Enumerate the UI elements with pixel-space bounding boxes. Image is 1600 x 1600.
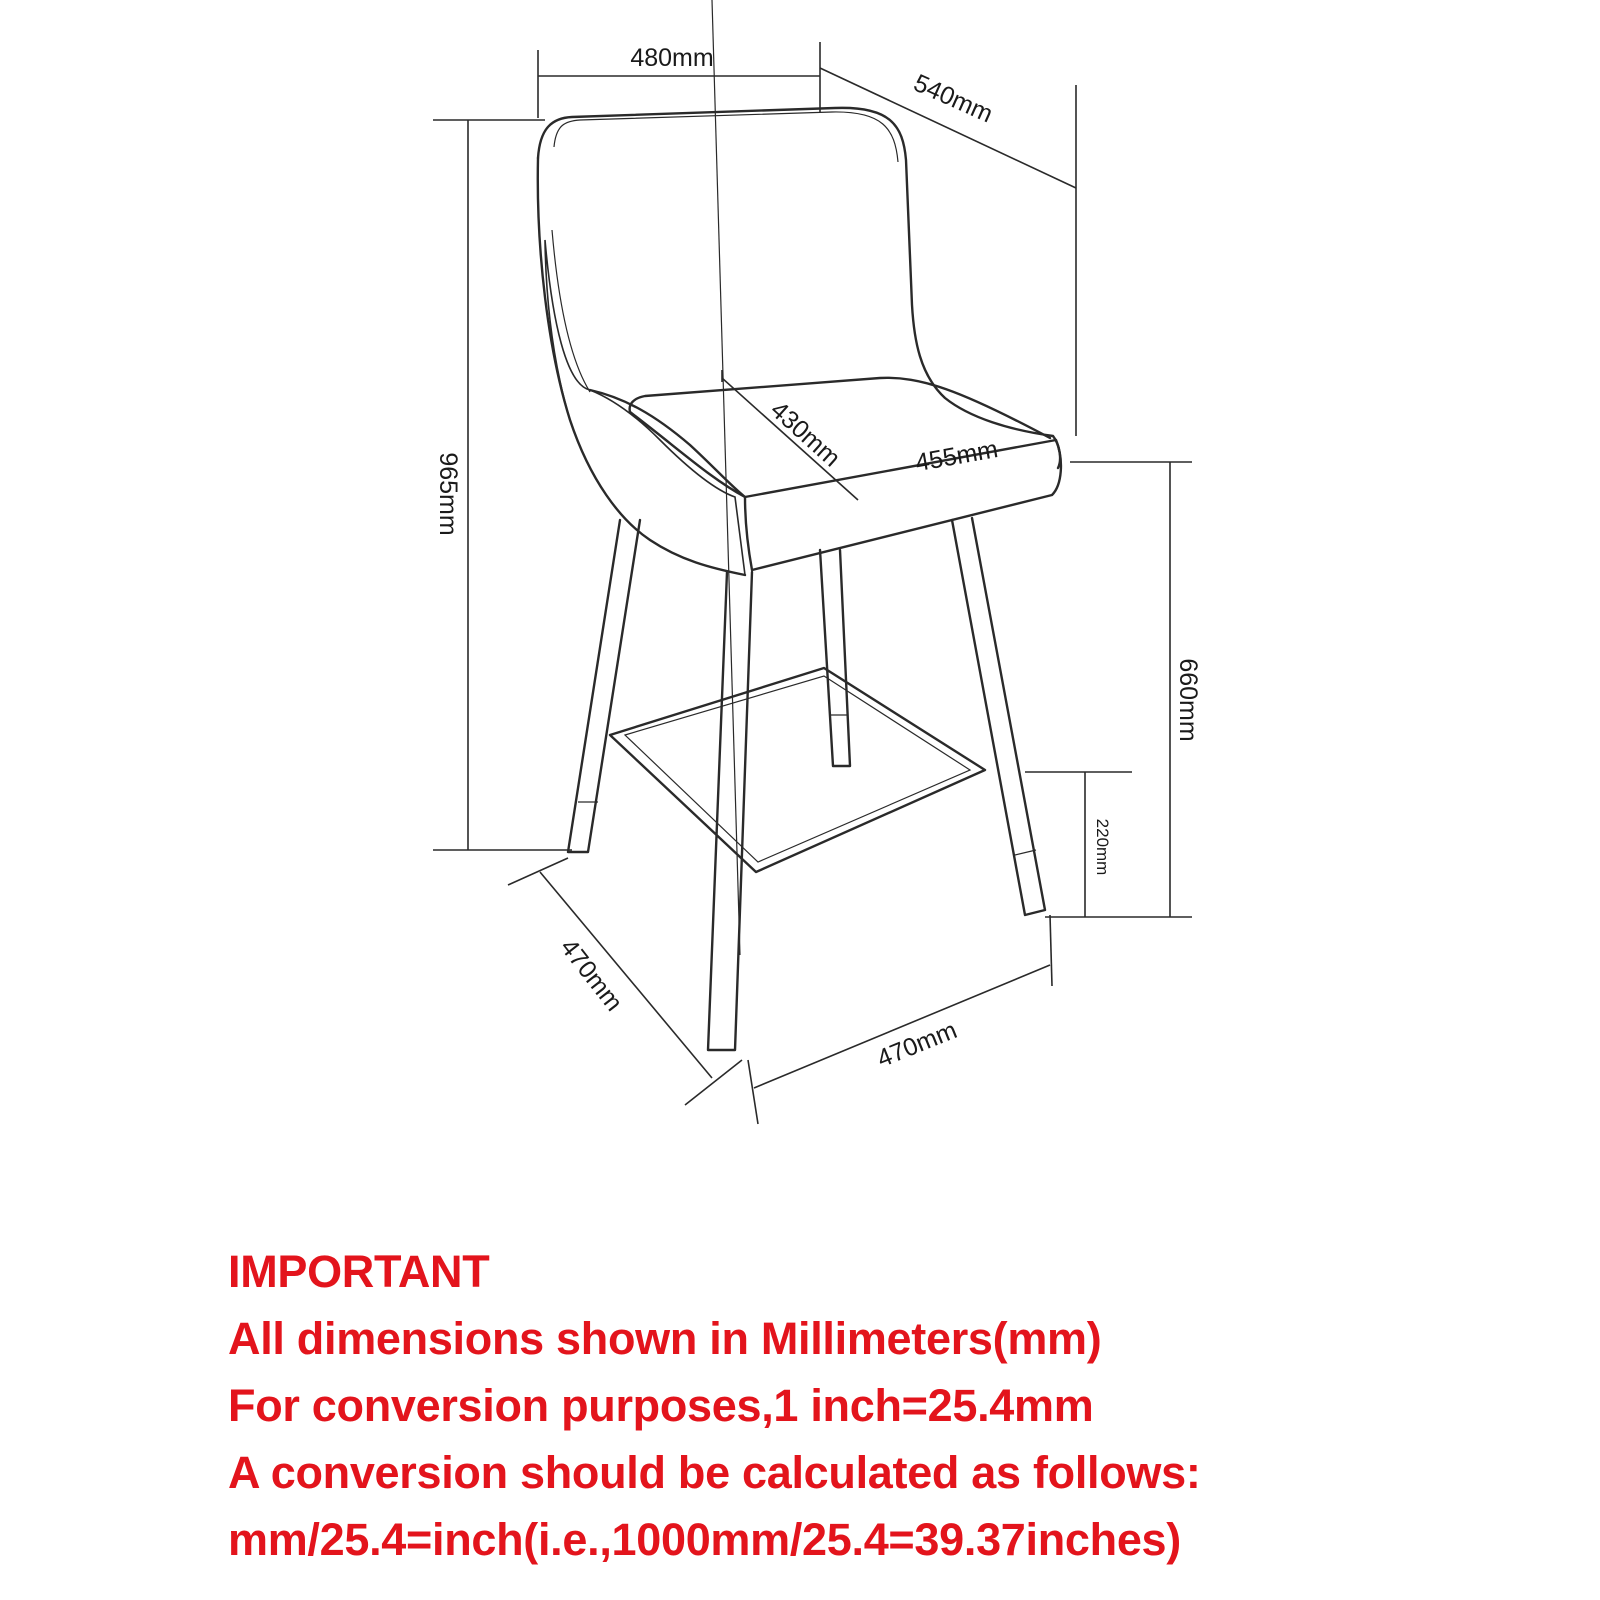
chair-drawing <box>538 0 1061 1050</box>
notes-title: IMPORTANT <box>228 1246 490 1297</box>
overall-width-label: 480mm <box>630 44 714 72</box>
seat-cushion-front <box>745 440 1061 570</box>
leg-front-right-cap <box>1015 850 1036 855</box>
footrest-height-label: 220mm <box>1093 818 1112 876</box>
base-side-depth-label: 470mm <box>554 933 629 1017</box>
backrest-inner-edge <box>554 112 898 162</box>
seat-width-label: 455mm <box>913 435 1001 478</box>
armrest-curve <box>590 390 745 497</box>
seat-front-top <box>630 412 745 497</box>
notes-line-3: A conversion should be calculated as follows: <box>228 1447 1201 1498</box>
footrest-ring-inner <box>625 676 970 862</box>
notes-line-4: mm/25.4=inch(i.e.,1000mm/25.4=39.37inches) <box>228 1514 1181 1565</box>
seat-depth-label: 430mm <box>765 395 846 473</box>
base-front-width-label: 470mm <box>873 1015 961 1074</box>
overall-height-label: 965mm <box>434 452 462 536</box>
seat-height-label: 660mm <box>1174 658 1202 742</box>
overall-depth-label: 540mm <box>909 68 998 129</box>
quilted-side-panel <box>545 240 745 575</box>
dimension-lines <box>433 42 1192 1124</box>
important-notes <box>228 1238 1568 1573</box>
notes-line-1: All dimensions shown in Millimeters(mm) <box>228 1313 1102 1364</box>
seat-top <box>630 378 1050 438</box>
leg-back-right <box>820 550 850 766</box>
footrest-ring <box>610 668 985 872</box>
notes-line-2: For conversion purposes,1 inch=25.4mm <box>228 1380 1094 1431</box>
leg-front-right <box>952 518 1045 915</box>
leg-front-left <box>708 572 752 1050</box>
